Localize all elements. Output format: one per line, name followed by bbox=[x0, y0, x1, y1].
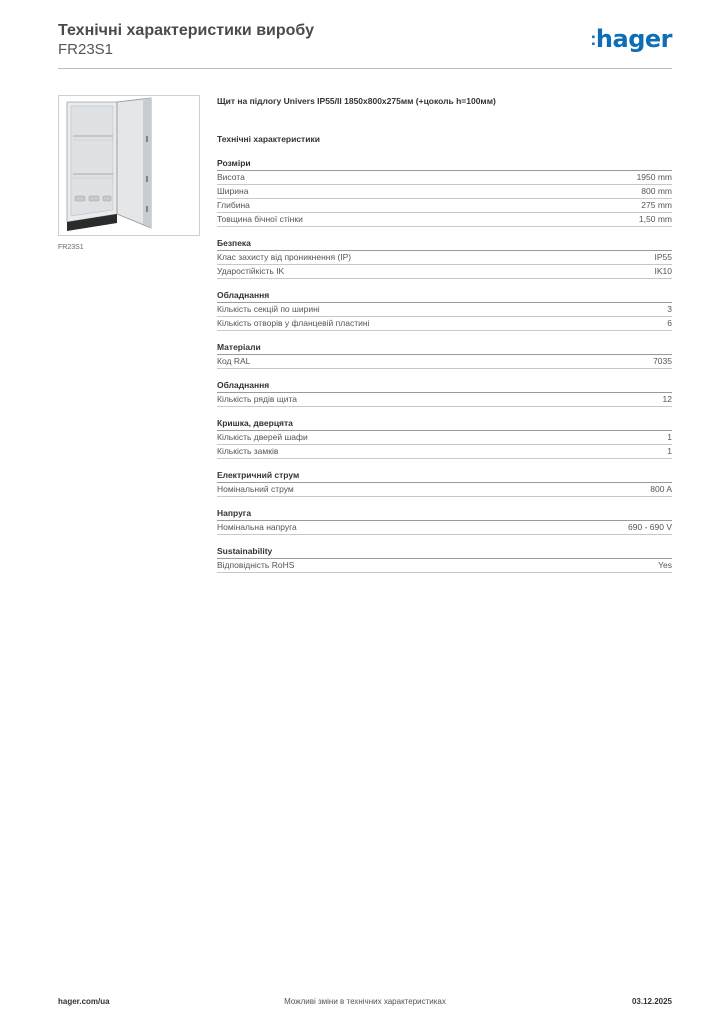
spec-group-title: Напруга bbox=[217, 507, 672, 521]
spec-group-title: Кришка, дверцята bbox=[217, 417, 672, 431]
spec-row bbox=[217, 431, 672, 445]
logo-text: hager bbox=[595, 25, 672, 53]
spec-value: 1950 mm bbox=[636, 172, 672, 182]
spec-row bbox=[217, 251, 672, 265]
spec-group bbox=[217, 379, 672, 407]
spec-row bbox=[217, 265, 672, 279]
page-header bbox=[58, 20, 672, 70]
spec-label: Товщина бічної стінки bbox=[217, 214, 303, 224]
spec-row bbox=[217, 483, 672, 497]
footer-date: 03.12.2025 bbox=[631, 997, 672, 1006]
spec-group bbox=[217, 157, 672, 227]
spec-row bbox=[217, 199, 672, 213]
spec-label: Код RAL bbox=[217, 356, 251, 366]
footer-notice: Можливі зміни в технічних характеристиках bbox=[284, 997, 446, 1006]
spec-label: Ударостійкість IK bbox=[217, 266, 285, 276]
spec-group bbox=[217, 341, 672, 369]
spec-row bbox=[217, 521, 672, 535]
cabinet-illustration bbox=[59, 96, 199, 235]
spec-group bbox=[217, 545, 672, 573]
spec-group-title: Розміри bbox=[217, 157, 672, 171]
product-code: FR23S1 bbox=[58, 41, 114, 58]
header-divider bbox=[58, 68, 672, 69]
spec-row bbox=[217, 185, 672, 199]
spec-group-title: Безпека bbox=[217, 237, 672, 251]
spec-row bbox=[217, 317, 672, 331]
spec-value: IP55 bbox=[654, 252, 672, 262]
spec-content bbox=[217, 95, 672, 583]
spec-row bbox=[217, 303, 672, 317]
spec-row bbox=[217, 355, 672, 369]
spec-row bbox=[217, 393, 672, 407]
spec-value: 1,50 mm bbox=[638, 214, 672, 224]
spec-groups bbox=[217, 157, 672, 573]
footer-website: hager.com/ua bbox=[58, 997, 110, 1006]
spec-value: Yes bbox=[658, 560, 672, 570]
spec-row bbox=[217, 445, 672, 459]
spec-value: 7035 bbox=[653, 356, 672, 366]
spec-label: Висота bbox=[217, 172, 245, 182]
spec-group-title: Sustainability bbox=[217, 545, 672, 559]
spec-group bbox=[217, 417, 672, 459]
spec-value: 1 bbox=[667, 432, 672, 442]
spec-label: Номінальна напруга bbox=[217, 522, 297, 532]
spec-label: Глибина bbox=[217, 200, 250, 210]
spec-value: 1 bbox=[667, 446, 672, 456]
spec-label: Кількість секцій по ширині bbox=[217, 304, 320, 314]
spec-label: Номінальний струм bbox=[217, 484, 294, 494]
spec-label: Кількість рядів щита bbox=[217, 394, 297, 404]
spec-group-title: Електричний струм bbox=[217, 469, 672, 483]
spec-label: Кількість отворів у фланцевій пластині bbox=[217, 318, 370, 328]
spec-value: 275 mm bbox=[641, 200, 672, 210]
spec-group bbox=[217, 289, 672, 331]
page-footer bbox=[58, 997, 672, 1011]
spec-value: 690 - 690 V bbox=[628, 522, 672, 532]
product-image bbox=[58, 95, 200, 236]
spec-row bbox=[217, 213, 672, 227]
spec-value: 6 bbox=[667, 318, 672, 328]
hager-logo: :hager bbox=[590, 25, 672, 53]
spec-heading: Технічні характеристики bbox=[217, 134, 320, 144]
spec-value: 12 bbox=[662, 394, 672, 404]
spec-value: 800 mm bbox=[641, 186, 672, 196]
page-title: Технічні характеристики виробу bbox=[58, 22, 314, 39]
spec-label: Ширина bbox=[217, 186, 249, 196]
image-caption: FR23S1 bbox=[58, 244, 84, 251]
spec-group-title: Обладнання bbox=[217, 379, 672, 393]
spec-value: 800 A bbox=[650, 484, 672, 494]
spec-label: Кількість дверей шафи bbox=[217, 432, 308, 442]
spec-row bbox=[217, 559, 672, 573]
spec-group-title: Матеріали bbox=[217, 341, 672, 355]
product-name: Щит на підлогу Univers IP55/II 1850x800x275мм (+цоколь h=100мм) bbox=[217, 96, 496, 106]
spec-label: Кількість замків bbox=[217, 446, 279, 456]
spec-group bbox=[217, 507, 672, 535]
spec-label: Відповідність RoHS bbox=[217, 560, 295, 570]
spec-value: 3 bbox=[667, 304, 672, 314]
spec-value: IK10 bbox=[654, 266, 672, 276]
spec-group bbox=[217, 237, 672, 279]
spec-group bbox=[217, 469, 672, 497]
spec-label: Клас захисту від проникнення (IP) bbox=[217, 252, 352, 262]
spec-row bbox=[217, 171, 672, 185]
spec-group-title: Обладнання bbox=[217, 289, 672, 303]
